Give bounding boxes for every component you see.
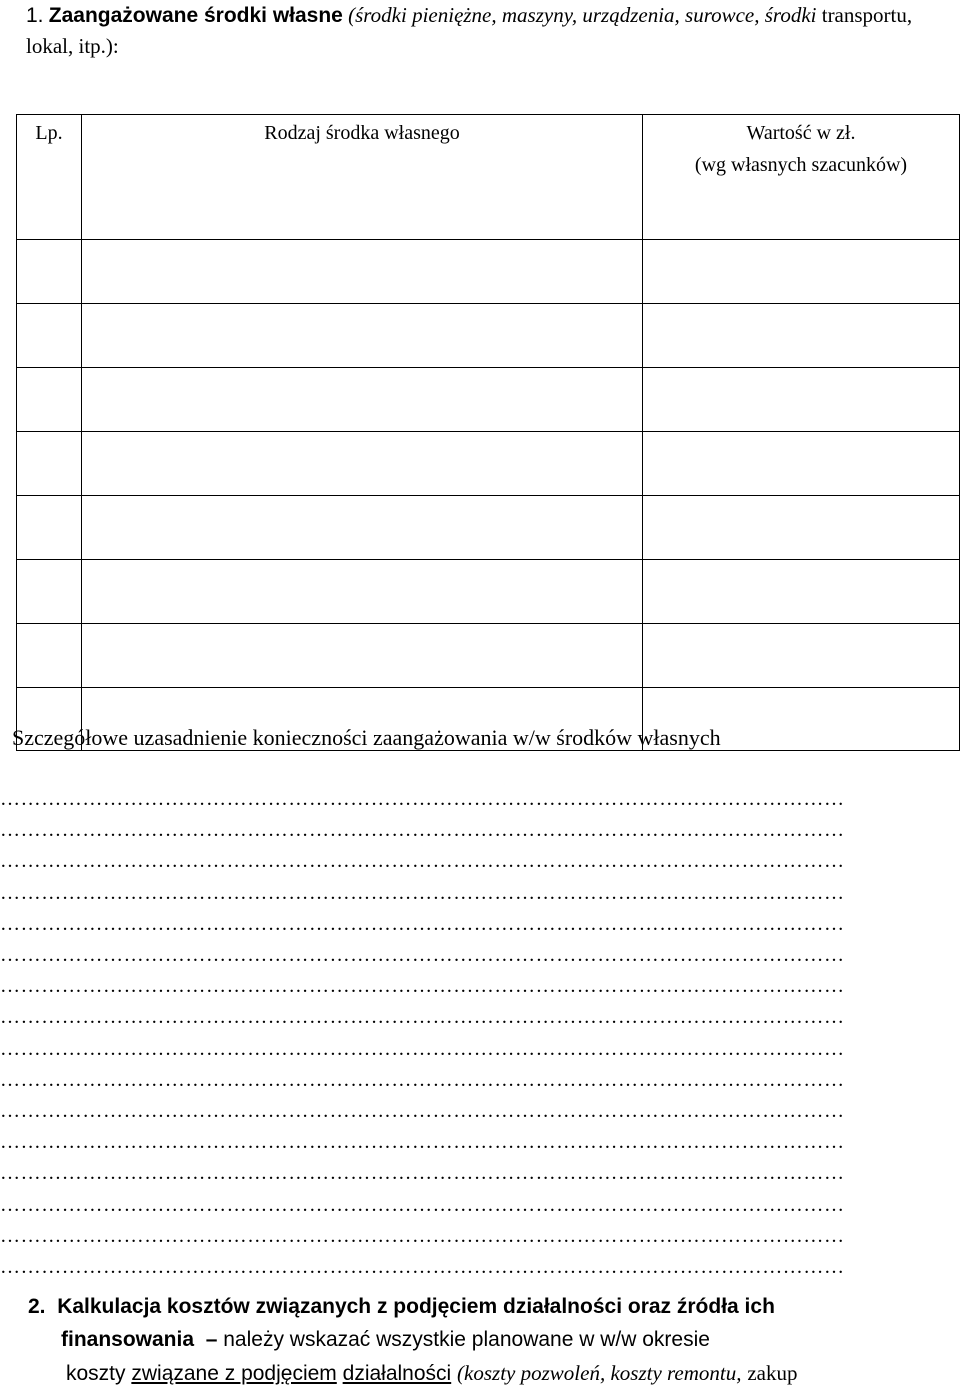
table-row (17, 624, 960, 688)
fill-line[interactable]: …………………………………………………………………………………………………………… (0, 1006, 845, 1029)
cell-value[interactable] (643, 560, 960, 624)
cell-kind[interactable] (82, 496, 643, 560)
table-row (17, 240, 960, 304)
cell-value[interactable] (643, 624, 960, 688)
cell-kind[interactable] (82, 560, 643, 624)
fill-line[interactable]: …………………………………………………………………………………………………………… (0, 912, 845, 935)
cell-value[interactable] (643, 432, 960, 496)
cell-value[interactable] (643, 240, 960, 304)
section-2-line-3 (66, 1356, 797, 1391)
section-2-dash: – (205, 1328, 218, 1351)
fill-line[interactable]: …………………………………………………………………………………………………………… (0, 944, 845, 966)
section-2-instruction: należy wskazać wszystkie planowane w w/w okresie (223, 1328, 710, 1351)
section-1-heading (26, 0, 946, 62)
cell-value[interactable] (643, 304, 960, 368)
section-1-subtitle-cont: transportu, lokal, itp.): (26, 3, 913, 58)
fill-line[interactable]: …………………………………………………………………………………………………………… (0, 1224, 845, 1247)
section-1-number: 1. (26, 4, 44, 27)
section-2-line-end: zakup (747, 1361, 798, 1385)
cell-value[interactable] (643, 368, 960, 432)
cell-lp[interactable] (17, 304, 82, 368)
section-1-title: Zaangażowane środki własne (48, 4, 343, 27)
fill-line[interactable]: …………………………………………………………………………………………………………… (0, 1256, 845, 1278)
header-value-line1: Wartość w zł. (746, 122, 856, 144)
section-2-number: 2. (28, 1295, 46, 1318)
fill-line[interactable]: …………………………………………………………………………………………………………… (0, 1193, 845, 1216)
table-row (17, 304, 960, 368)
fill-line[interactable]: …………………………………………………………………………………………………………… (0, 881, 845, 904)
cell-lp[interactable] (17, 624, 82, 688)
fill-line[interactable]: …………………………………………………………………………………………………………… (0, 975, 845, 998)
fill-line[interactable]: …………………………………………………………………………………………………………… (0, 1068, 845, 1091)
cell-kind[interactable] (82, 624, 643, 688)
fill-line[interactable]: …………………………………………………………………………………………………………… (0, 1100, 845, 1122)
table-row (17, 560, 960, 624)
cell-lp[interactable] (17, 496, 82, 560)
cell-lp[interactable] (17, 560, 82, 624)
fill-line[interactable]: …………………………………………………………………………………………………………… (0, 819, 845, 842)
cell-lp[interactable] (17, 240, 82, 304)
justification-label: Szczegółowe uzasadnienie konieczności zaangażowania w/w środków własnych (12, 725, 721, 750)
fill-line[interactable]: …………………………………………………………………………………………………………… (0, 850, 845, 873)
section-2-costs-word: koszty (66, 1362, 126, 1385)
table-row (17, 368, 960, 432)
section-2-title-line (28, 1290, 775, 1324)
header-kind: Rodzaj środka własnego (82, 115, 643, 240)
section-2-title-cont: finansowania (61, 1328, 195, 1351)
section-1-subtitle: (środki pieniężne, maszyny, urządzenia, surowce, środki (348, 3, 817, 27)
section-2-title: Kalkulacja kosztów związanych z podjęciem działalności oraz źródła ich (57, 1295, 775, 1318)
section-2-underlined-2: działalności (342, 1362, 452, 1385)
fill-line[interactable]: …………………………………………………………………………………………………………… (0, 788, 845, 810)
fill-line[interactable]: …………………………………………………………………………………………………………… (0, 1037, 845, 1060)
section-2-underlined-1: związane z podjęciem (131, 1362, 337, 1385)
cell-lp[interactable] (17, 368, 82, 432)
header-value-line2: (wg własnych szacunków) (694, 154, 908, 176)
cell-kind[interactable] (82, 432, 643, 496)
cell-kind[interactable] (82, 240, 643, 304)
section-2-examples: (koszty pozwoleń, koszty remontu, (457, 1361, 742, 1385)
fill-line[interactable]: …………………………………………………………………………………………………………… (0, 1131, 845, 1154)
cell-value[interactable] (643, 496, 960, 560)
table-header-row (17, 115, 960, 240)
own-assets-table (16, 114, 960, 751)
fill-line[interactable]: …………………………………………………………………………………………………………… (0, 1162, 845, 1185)
header-value (643, 115, 960, 240)
cell-kind[interactable] (82, 368, 643, 432)
table-row (17, 432, 960, 496)
table-row (17, 496, 960, 560)
cell-kind[interactable] (82, 304, 643, 368)
header-lp: Lp. (17, 115, 82, 240)
cell-lp[interactable] (17, 432, 82, 496)
section-2-line-2 (61, 1323, 710, 1357)
